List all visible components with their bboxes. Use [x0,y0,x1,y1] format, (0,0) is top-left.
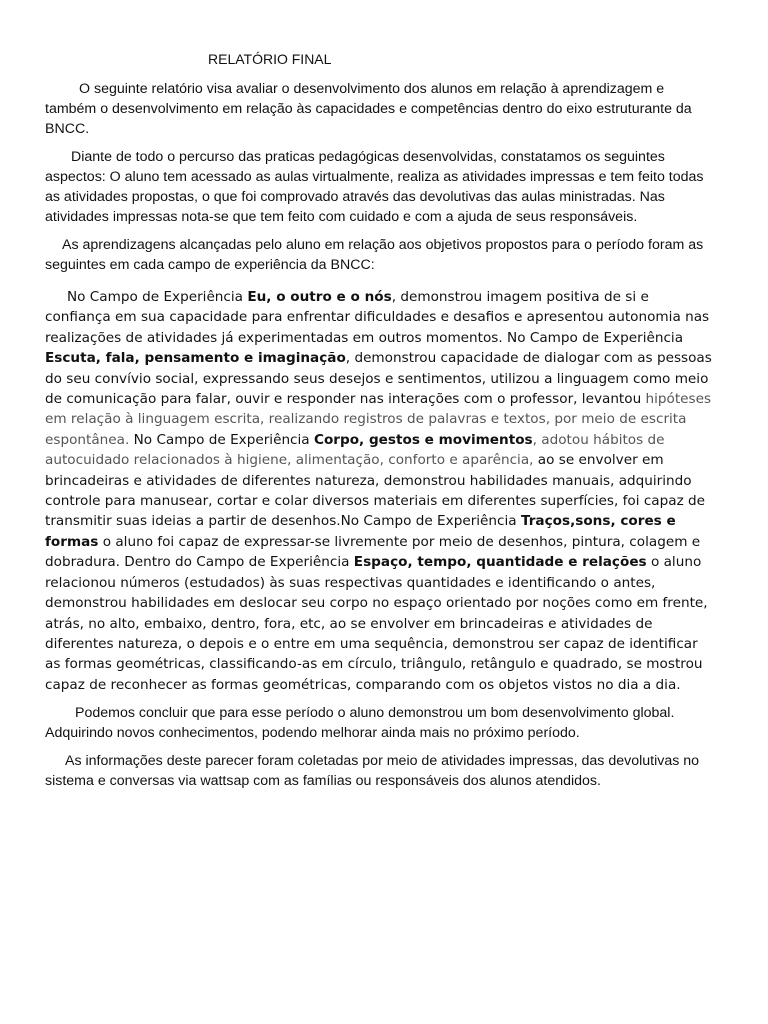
report-body [45,49,713,791]
text-run: , demonstrou imagem positiva de si e confiança em sua capacidade para enfrentar dificuldades e desafios e apresentou autonomia nas realizações de atividades já experimentadas em outros momentos. No Campo de Experiência [45,289,710,346]
report-title: RELATÓRIO FINAL [208,51,332,67]
field-name-eu-outro-nos: Eu, o outro e o nós [247,289,392,305]
field-name-tracos-sons: Traços,sons, cores e formas [45,513,676,550]
text-run: No Campo de Experiência [67,289,248,305]
conclusion-paragraph: Podemos concluir que para esse período o aluno demonstrou um bom desenvolvimento global. Adquirindo novos conhecimentos, podendo melhorar ainda mais no próximo período. [45,705,675,742]
text-run: o aluno foi capaz de expressar-se livremente por meio de desenhos, pintura, colagem e dobradura. Dentro do Campo de Experiência [45,533,701,571]
experience-fields-paragraph [45,287,713,695]
gray-text-run: hipóteses em relação à linguagem escrita, realizando registros de palavras e textos, por meio de escrita espontânea. [45,391,712,448]
aspects-paragraph: Diante de todo o percurso das praticas pedagógicas desenvolvidas, constatamos os seguintes aspectos: O aluno tem acessado as aulas virtualmente, realiza as atividades impressas e tem feito todas as atividades propostas, o que foi comprovado através das devolutivas das aulas ministradas. Nas atividades impressas nota-se que tem feito com cuidado e com a ajuda de seus responsáveis. [45,149,704,225]
text-run: No Campo de Experiência [129,431,314,448]
learning-intro-paragraph: As aprendizagens alcançadas pelo aluno em relação aos objetivos propostos para o período foram as seguintes em cada campo de experiência da BNCC: [45,237,704,273]
field-name-corpo-gestos: Corpo, gestos e movimentos [313,431,533,448]
text-run: o aluno relacionou números (estudados) às suas respectivas quantidades e identificando o antes, demonstrou habilidades em deslocar seu corpo no espaço orientado por noções como em frente, atrás, no alto, embaixo, dentro, fora, etc, ao se envolver em brincadeiras e atividades de diferentes natureza, o depois e o entre em uma sequência, demonstrou ser capaz de identificar as formas geométricas, classificando-as em círculo, triângulo, retângulo e quadrado, se mostrou capaz de reconhecer as formas geométricas, comparando com os objetos vistos no dia a dia. [45,554,708,693]
field-name-espaco-tempo: Espaço, tempo, quantidade e relações [353,554,647,571]
gray-text-run: , adotou hábitos de autocuidado relacionados à higiene, alimentação, conforto e aparência, [45,431,665,469]
text-run: , demonstrou capacidade de dialogar com as pessoas do seu convívio social, expressando seus desejos e sentimentos, utilizou a linguagem como meio de comunicação para falar, ouvir e responder nas interações com o professor, levantou [45,350,712,408]
intro-paragraph: O seguinte relatório visa avaliar o desenvolvimento dos alunos em relação à aprendizagem e também o desenvolvimento em relação às capacidades e competências dentro do eixo estruturante da BNCC. [45,81,692,137]
text-run: ao se envolver em brincadeiras e atividades de diferentes natureza, demonstrou habilidades manuais, adquirindo controle para manusear, cortar e colar diversos materiais em diferentes superfícies, foi capaz de transmitir suas ideias a partir de desenhos.No Campo de Experiência [45,452,706,530]
sources-paragraph: As informações deste parecer foram coletadas por meio de atividades impressas, das devolutivas no sistema e conversas via wattsap com as famílias ou responsáveis dos alunos atendidos. [45,753,700,790]
field-name-escuta-fala: Escuta, fala, pensamento e imaginação [45,350,346,367]
